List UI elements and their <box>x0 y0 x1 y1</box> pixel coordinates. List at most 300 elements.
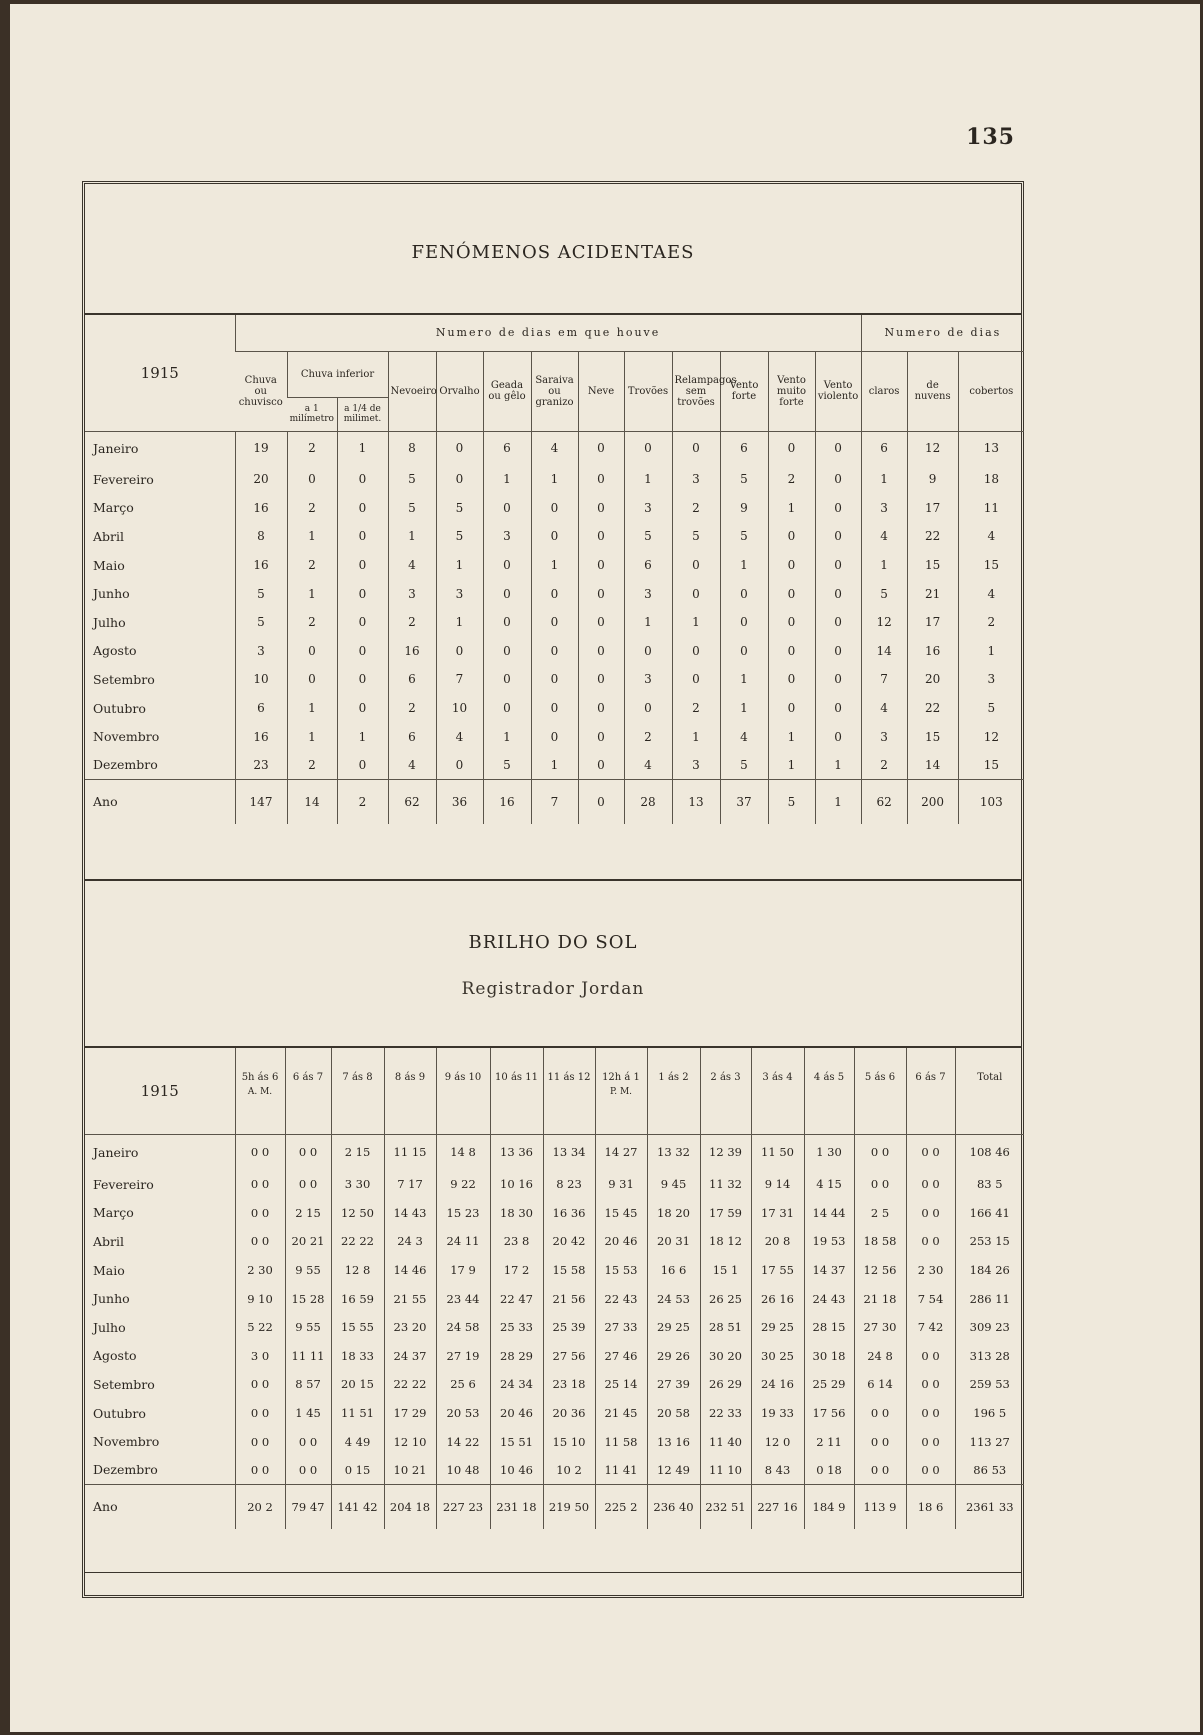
cell-value: 0 <box>672 431 720 465</box>
cell-value: 20 53 <box>436 1399 490 1428</box>
cell-value: 0 <box>483 637 531 666</box>
cell-value: 6 <box>720 431 768 465</box>
cell-value: 5 <box>235 579 287 608</box>
cell-value: 103 <box>958 780 1024 824</box>
bri-total-row <box>85 1485 1024 1529</box>
cell-value: 16 <box>235 722 287 751</box>
fen-col-neve: Neve <box>578 351 624 431</box>
cell-value: 14 37 <box>804 1256 854 1285</box>
cell-value: 1 <box>287 694 337 723</box>
cell-value: 0 <box>337 551 388 580</box>
month-label: Maio <box>93 1262 125 1278</box>
cell-value: 2 <box>287 494 337 523</box>
cell-value: 10 46 <box>490 1456 543 1485</box>
cell-value: 24 8 <box>854 1342 906 1371</box>
cell-value: 2 <box>624 722 672 751</box>
fen-table-row <box>85 551 1024 580</box>
fen-group-left: Numero de dias em que houve <box>235 315 861 351</box>
cell-value: 2 <box>958 608 1024 637</box>
cell-value: 0 <box>672 579 720 608</box>
cell-value: 1 <box>815 780 861 824</box>
cell-value: 0 <box>337 465 388 494</box>
fen-col-orvalho: Orvalho <box>436 351 483 431</box>
cell-value: 11 10 <box>700 1456 751 1485</box>
cell-value: 4 <box>388 551 436 580</box>
cell-value: 0 0 <box>906 1134 955 1170</box>
cell-value: 18 58 <box>854 1227 906 1256</box>
cell-value: 15 <box>958 551 1024 580</box>
cell-value: 0 <box>768 551 815 580</box>
cell-value: 22 33 <box>700 1399 751 1428</box>
month-label: Novembro <box>93 1434 160 1450</box>
month-label: Janeiro <box>93 1144 139 1160</box>
cell-value: 20 58 <box>647 1399 700 1428</box>
cell-value: 0 <box>578 579 624 608</box>
cell-value: 29 26 <box>647 1342 700 1371</box>
cell-value: 0 <box>768 522 815 551</box>
cell-value: 1 <box>720 551 768 580</box>
brilho-title: BRILHO DO SOL <box>468 932 638 953</box>
cell-value: 18 <box>958 465 1024 494</box>
cell-value: 7 42 <box>906 1313 955 1342</box>
bri-table-row <box>85 1227 1024 1256</box>
cell-value: 23 20 <box>384 1313 436 1342</box>
cell-value: 21 45 <box>595 1399 647 1428</box>
bri-col-header <box>854 1048 906 1134</box>
cell-value: 3 30 <box>331 1170 384 1199</box>
cell-value: 23 <box>235 751 287 780</box>
cell-value: 0 <box>578 637 624 666</box>
cell-value: 4 <box>388 751 436 780</box>
cell-value: 15 45 <box>595 1199 647 1228</box>
cell-value: 0 0 <box>235 1456 285 1485</box>
cell-value: 27 46 <box>595 1342 647 1371</box>
cell-value: 15 <box>907 722 958 751</box>
cell-value: 30 20 <box>700 1342 751 1371</box>
cell-value: 2 5 <box>854 1199 906 1228</box>
cell-value: 0 15 <box>331 1456 384 1485</box>
cell-value: 0 0 <box>854 1427 906 1456</box>
cell-value: 231 18 <box>490 1485 543 1529</box>
cell-value: 17 29 <box>384 1399 436 1428</box>
cell-value: 19 53 <box>804 1227 854 1256</box>
cell-value: 227 16 <box>751 1485 804 1529</box>
cell-value: 0 <box>578 608 624 637</box>
cell-value: 1 <box>861 551 907 580</box>
cell-value: 0 <box>624 637 672 666</box>
bri-col-label: 5 ás 6 <box>864 1072 896 1083</box>
cell-value: 18 30 <box>490 1199 543 1228</box>
cell-value: 27 33 <box>595 1313 647 1342</box>
cell-value: 30 25 <box>751 1342 804 1371</box>
cell-value: 2 <box>861 751 907 780</box>
cell-value: 1 <box>531 751 578 780</box>
cell-value: 29 25 <box>751 1313 804 1342</box>
cell-value: 0 <box>337 637 388 666</box>
cell-value: 8 43 <box>751 1456 804 1485</box>
cell-value: 0 <box>531 665 578 694</box>
cell-value: 0 0 <box>285 1456 331 1485</box>
fen-col-quarter-mm: a 1/4 de milimet. <box>337 397 388 431</box>
cell-value: 1 <box>531 465 578 494</box>
cell-value: 23 44 <box>436 1284 490 1313</box>
cell-value: 0 <box>436 465 483 494</box>
cell-value: 5 <box>624 522 672 551</box>
cell-value: 0 <box>815 665 861 694</box>
fen-col-relampagos: Relampagos sem trovões <box>672 351 720 431</box>
cell-value: 1 <box>388 522 436 551</box>
cell-value: 20 46 <box>490 1399 543 1428</box>
cell-value: 108 46 <box>955 1134 1024 1170</box>
cell-value: 0 <box>483 551 531 580</box>
cell-value: 17 31 <box>751 1199 804 1228</box>
fen-col-nevoeiro: Nevoeiro <box>388 351 436 431</box>
cell-value: 6 <box>861 431 907 465</box>
cell-value: 12 0 <box>751 1427 804 1456</box>
cell-value: 14 8 <box>436 1134 490 1170</box>
bri-table-row <box>85 1313 1024 1342</box>
cell-value: 0 <box>815 551 861 580</box>
cell-value: 2 <box>287 751 337 780</box>
cell-value: 0 0 <box>235 1134 285 1170</box>
cell-value: 0 0 <box>906 1199 955 1228</box>
cell-value: 24 34 <box>490 1370 543 1399</box>
fen-col-trovoes: Trovões <box>624 351 672 431</box>
cell-value: 11 40 <box>700 1427 751 1456</box>
cell-value: 4 <box>436 722 483 751</box>
cell-value: 17 <box>907 494 958 523</box>
month-label: Ano <box>85 780 235 824</box>
bri-table-row <box>85 1256 1024 1285</box>
month-label: Abril <box>93 528 124 544</box>
cell-value: 9 14 <box>751 1170 804 1199</box>
bri-col-header <box>331 1048 384 1134</box>
cell-value: 0 0 <box>906 1342 955 1371</box>
cell-value: 11 58 <box>595 1427 647 1456</box>
cell-value: 200 <box>907 780 958 824</box>
cell-value: 3 <box>235 637 287 666</box>
cell-value: 0 <box>720 637 768 666</box>
cell-value: 13 32 <box>647 1134 700 1170</box>
fen-table-row <box>85 522 1024 551</box>
cell-value: 16 <box>907 637 958 666</box>
cell-value: 11 41 <box>595 1456 647 1485</box>
cell-value: 219 50 <box>543 1485 595 1529</box>
cell-value: 25 29 <box>804 1370 854 1399</box>
cell-value: 26 25 <box>700 1284 751 1313</box>
bri-col-header <box>595 1048 647 1134</box>
month-label: Janeiro <box>93 440 139 456</box>
cell-value: 16 <box>235 494 287 523</box>
cell-value: 19 33 <box>751 1399 804 1428</box>
cell-value: 0 0 <box>854 1170 906 1199</box>
cell-value: 36 <box>436 780 483 824</box>
cell-value: 1 <box>337 431 388 465</box>
cell-value: 0 <box>768 431 815 465</box>
cell-value: 1 <box>815 751 861 780</box>
bri-table-row <box>85 1370 1024 1399</box>
cell-value: 26 16 <box>751 1284 804 1313</box>
cell-value: 1 <box>436 608 483 637</box>
cell-value: 0 0 <box>854 1456 906 1485</box>
fen-col-saraiva: Saraiva ou granizo <box>531 351 578 431</box>
cell-value: 0 <box>337 751 388 780</box>
cell-value: 14 <box>907 751 958 780</box>
cell-value: 6 14 <box>854 1370 906 1399</box>
cell-value: 0 <box>436 637 483 666</box>
bri-table-row <box>85 1456 1024 1485</box>
cell-value: 21 18 <box>854 1284 906 1313</box>
month-label: Dezembro <box>93 1462 158 1478</box>
cell-value: 9 55 <box>285 1256 331 1285</box>
cell-value: 1 <box>958 637 1024 666</box>
month-label: Outubro <box>93 700 146 716</box>
cell-value: 11 11 <box>285 1342 331 1371</box>
cell-value: 14 46 <box>384 1256 436 1285</box>
cell-value: 1 <box>483 722 531 751</box>
cell-value: 15 10 <box>543 1427 595 1456</box>
cell-value: 28 29 <box>490 1342 543 1371</box>
bri-col-label: 8 ás 9 <box>394 1072 426 1083</box>
fen-col-de-nuvens: de nuvens <box>907 351 958 431</box>
cell-value: 12 <box>907 431 958 465</box>
cell-value: 0 <box>578 551 624 580</box>
cell-value: 14 44 <box>804 1199 854 1228</box>
bri-table-row <box>85 1399 1024 1428</box>
cell-value: 27 19 <box>436 1342 490 1371</box>
cell-value: 0 <box>287 465 337 494</box>
bri-col-label: 1 ás 2 <box>658 1072 689 1083</box>
bri-col-label: 10 ás 11 <box>495 1072 538 1083</box>
bri-col-label: 6 ás 7 <box>292 1072 324 1083</box>
cell-value: 0 <box>578 522 624 551</box>
bri-table-row <box>85 1199 1024 1228</box>
bri-table-row <box>85 1134 1024 1170</box>
cell-value: 0 <box>531 637 578 666</box>
cell-value: 2 <box>287 608 337 637</box>
cell-value: 3 <box>861 494 907 523</box>
cell-value: 0 <box>815 465 861 494</box>
cell-value: 15 28 <box>285 1284 331 1313</box>
cell-value: 20 36 <box>543 1399 595 1428</box>
cell-value: 27 56 <box>543 1342 595 1371</box>
cell-value: 13 36 <box>490 1134 543 1170</box>
cell-value: 313 28 <box>955 1342 1024 1371</box>
cell-value: 9 <box>907 465 958 494</box>
cell-value: 1 <box>720 694 768 723</box>
cell-value: 4 <box>624 751 672 780</box>
cell-value: 232 51 <box>700 1485 751 1529</box>
cell-value: 204 18 <box>384 1485 436 1529</box>
cell-value: 0 0 <box>906 1456 955 1485</box>
cell-value: 0 0 <box>235 1170 285 1199</box>
cell-value: 8 57 <box>285 1370 331 1399</box>
cell-value: 16 <box>235 551 287 580</box>
cell-value: 1 <box>287 522 337 551</box>
cell-value: 11 <box>958 494 1024 523</box>
cell-value: 236 40 <box>647 1485 700 1529</box>
cell-value: 8 <box>388 431 436 465</box>
cell-value: 0 0 <box>285 1170 331 1199</box>
cell-value: 9 55 <box>285 1313 331 1342</box>
cell-value: 141 42 <box>331 1485 384 1529</box>
cell-value: 12 50 <box>331 1199 384 1228</box>
cell-value: 0 0 <box>906 1170 955 1199</box>
cell-value: 0 0 <box>285 1427 331 1456</box>
month-label: Dezembro <box>93 757 158 773</box>
cell-value: 0 <box>483 494 531 523</box>
cell-value: 3 <box>672 465 720 494</box>
cell-value: 23 18 <box>543 1370 595 1399</box>
cell-value: 15 51 <box>490 1427 543 1456</box>
bri-col-header <box>436 1048 490 1134</box>
fenomenos-title: FENÓMENOS ACIDENTAES <box>411 242 695 263</box>
fen-table-row <box>85 494 1024 523</box>
rule-bottom <box>85 1572 1021 1573</box>
fen-table-row <box>85 751 1024 780</box>
bri-col-header <box>955 1048 1024 1134</box>
fen-table-row <box>85 665 1024 694</box>
fen-table-row <box>85 694 1024 723</box>
cell-value: 7 <box>861 665 907 694</box>
cell-value: 5 <box>720 751 768 780</box>
cell-value: 5 <box>388 494 436 523</box>
cell-value: 6 <box>624 551 672 580</box>
cell-value: 12 <box>958 722 1024 751</box>
cell-value: 0 <box>768 637 815 666</box>
cell-value: 3 <box>483 522 531 551</box>
cell-value: 5 <box>861 579 907 608</box>
cell-value: 0 <box>287 637 337 666</box>
cell-value: 12 56 <box>854 1256 906 1285</box>
cell-value: 22 <box>907 694 958 723</box>
cell-value: 0 0 <box>235 1427 285 1456</box>
cell-value: 22 22 <box>384 1370 436 1399</box>
cell-value: 1 <box>287 722 337 751</box>
cell-value: 20 42 <box>543 1227 595 1256</box>
fen-col-chuva: Chuva ou chuvisco <box>238 374 283 408</box>
cell-value: 0 0 <box>235 1199 285 1228</box>
fen-total-row <box>85 780 1024 824</box>
bri-col-sublabel: P. M. <box>609 1087 633 1097</box>
cell-value: 2 <box>672 494 720 523</box>
cell-value: 4 <box>861 522 907 551</box>
cell-value: 0 <box>768 579 815 608</box>
cell-value: 1 <box>287 579 337 608</box>
cell-value: 0 <box>578 722 624 751</box>
cell-value: 27 39 <box>647 1370 700 1399</box>
bri-col-label: 6 ás 7 <box>915 1072 946 1083</box>
cell-value: 17 56 <box>804 1399 854 1428</box>
brilho-subtitle: Registrador Jordan <box>461 979 645 999</box>
cell-value: 25 14 <box>595 1370 647 1399</box>
cell-value: 17 <box>907 608 958 637</box>
fen-col-cobertos: cobertos <box>958 351 1024 431</box>
cell-value: 2 <box>388 608 436 637</box>
cell-value: 147 <box>235 780 287 824</box>
cell-value: 0 <box>720 579 768 608</box>
cell-value: 5 <box>436 522 483 551</box>
cell-value: 1 <box>483 465 531 494</box>
cell-value: 15 1 <box>700 1256 751 1285</box>
cell-value: 13 34 <box>543 1134 595 1170</box>
cell-value: 2 <box>337 780 388 824</box>
cell-value: 1 <box>436 551 483 580</box>
cell-value: 24 53 <box>647 1284 700 1313</box>
cell-value: 22 43 <box>595 1284 647 1313</box>
cell-value: 6 <box>235 694 287 723</box>
cell-value: 0 <box>337 608 388 637</box>
cell-value: 79 47 <box>285 1485 331 1529</box>
rule-mid <box>85 879 1021 881</box>
bri-col-header <box>235 1048 285 1134</box>
cell-value: 4 <box>958 522 1024 551</box>
cell-value: 3 <box>958 665 1024 694</box>
cell-value: 21 <box>907 579 958 608</box>
bri-col-header <box>543 1048 595 1134</box>
month-label: Fevereiro <box>93 471 154 487</box>
cell-value: 14 27 <box>595 1134 647 1170</box>
cell-value: 2 <box>287 431 337 465</box>
cell-value: 5 22 <box>235 1313 285 1342</box>
bri-col-header <box>751 1048 804 1134</box>
month-label: Março <box>93 1205 134 1221</box>
cell-value: 7 <box>531 780 578 824</box>
fen-table-row <box>85 608 1024 637</box>
cell-value: 2 <box>768 465 815 494</box>
cell-value: 10 <box>436 694 483 723</box>
cell-value: 1 <box>768 722 815 751</box>
brilho-table <box>85 1048 1024 1529</box>
cell-value: 17 55 <box>751 1256 804 1285</box>
cell-value: 1 <box>624 608 672 637</box>
fen-col-vento-forte: Vento forte <box>720 351 768 431</box>
cell-value: 18 12 <box>700 1227 751 1256</box>
cell-value: 13 <box>958 431 1024 465</box>
cell-value: 2 15 <box>285 1199 331 1228</box>
cell-value: 21 56 <box>543 1284 595 1313</box>
fen-col-vento-violento: Vento violento <box>815 351 861 431</box>
cell-value: 1 <box>720 665 768 694</box>
cell-value: 0 <box>768 694 815 723</box>
fen-table-row <box>85 579 1024 608</box>
bri-col-label: 4 ás 5 <box>813 1072 845 1083</box>
fen-col-1mm: a 1 milímetro <box>289 404 334 424</box>
cell-value: 5 <box>388 465 436 494</box>
cell-value: 25 6 <box>436 1370 490 1399</box>
cell-value: 0 <box>531 608 578 637</box>
fen-table-row <box>85 431 1024 465</box>
cell-value: 3 <box>624 579 672 608</box>
cell-value: 2 11 <box>804 1427 854 1456</box>
cell-value: 0 <box>768 665 815 694</box>
cell-value: 2 <box>388 694 436 723</box>
fenomenos-table <box>85 315 1024 824</box>
cell-value: 28 51 <box>700 1313 751 1342</box>
cell-value: 6 <box>388 665 436 694</box>
cell-value: 0 <box>578 465 624 494</box>
cell-value: 0 <box>815 608 861 637</box>
cell-value: 20 <box>907 665 958 694</box>
cell-value: 24 3 <box>384 1227 436 1256</box>
cell-value: 113 27 <box>955 1427 1024 1456</box>
cell-value: 29 25 <box>647 1313 700 1342</box>
month-label: Setembro <box>93 1376 155 1392</box>
cell-value: 9 22 <box>436 1170 490 1199</box>
cell-value: 3 <box>624 494 672 523</box>
bri-col-label: 7 ás 8 <box>342 1072 373 1083</box>
month-label: Junho <box>93 1291 130 1307</box>
